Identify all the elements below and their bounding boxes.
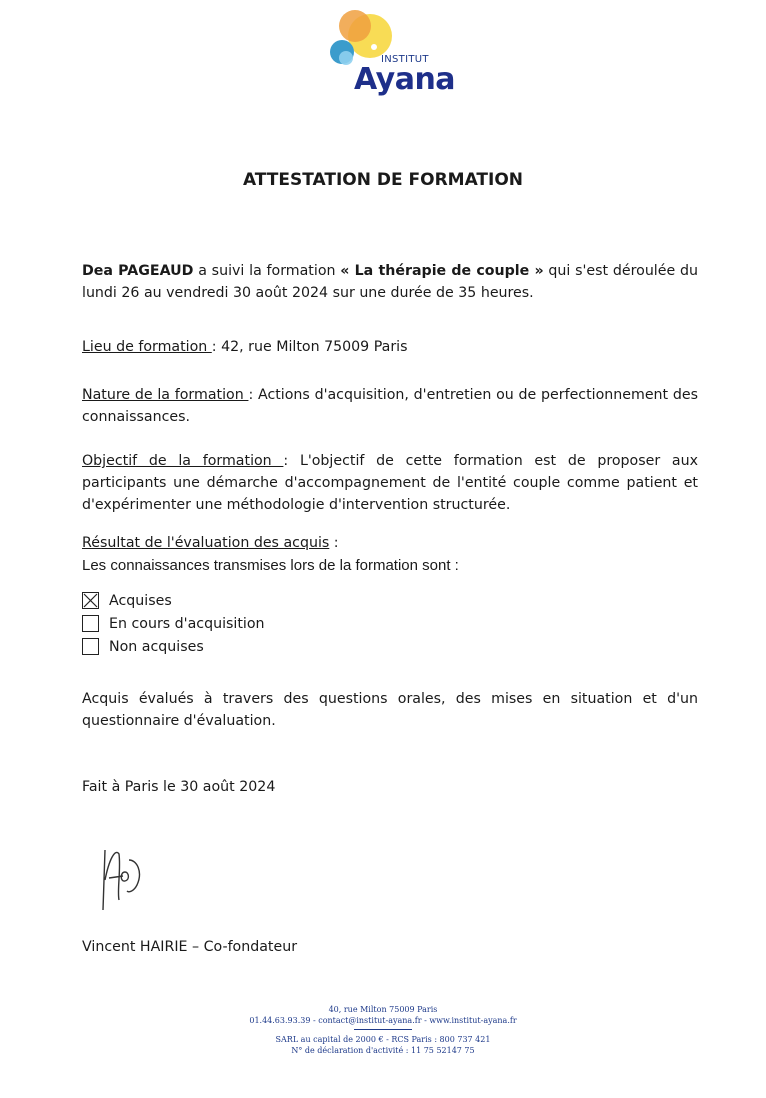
resultat-label: Résultat de l'évaluation des acquis (82, 535, 330, 551)
resultat-heading (82, 532, 698, 554)
objectif-label: Objectif de la formation (82, 453, 284, 469)
course-name: « La thérapie de couple » (340, 263, 544, 279)
footer-divider (354, 1029, 412, 1030)
page-title: ATTESTATION DE FORMATION (242, 170, 524, 190)
signature (95, 840, 165, 915)
option-label: Acquises (109, 592, 172, 609)
option-label: Non acquises (109, 638, 204, 655)
colon: : (329, 535, 339, 551)
footer (0, 1004, 766, 1056)
lieu-value: : 42, rue Milton 75009 Paris (211, 339, 408, 355)
footer-declaration: N° de déclaration d'activité : 11 75 52147 75 (291, 1046, 475, 1055)
lieu-label: Lieu de formation (82, 339, 212, 355)
lieu-paragraph (82, 336, 698, 358)
footer-address: 40, rue Milton 75009 Paris (328, 1005, 438, 1014)
place-date: Fait à Paris le 30 août 2024 (82, 779, 276, 795)
checkbox-unchecked (82, 615, 99, 632)
intro-paragraph (82, 260, 698, 304)
nature-paragraph (82, 384, 698, 428)
intro-text: a suivi la formation (193, 263, 341, 279)
footer-contact: 01.44.63.93.39 - contact@institut-ayana.fr - www.institut-ayana.fr (249, 1016, 517, 1025)
option-label: En cours d'acquisition (109, 615, 265, 632)
evaluation-checkboxes (82, 592, 265, 655)
option-acquises (82, 592, 265, 609)
trainee-name: Dea PAGEAUD (82, 263, 194, 279)
resultat-line: Les connaissances transmises lors de la formation sont : (82, 557, 459, 574)
nature-value: : Actions d'acquisition, d'entretien ou de perfectionnement des connaissances. (82, 387, 698, 425)
footer-legal: SARL au capital de 2000 € - RCS Paris : 800 737 421 (275, 1035, 491, 1044)
checkbox-unchecked (82, 638, 99, 655)
option-non-acquises (82, 638, 265, 655)
objectif-paragraph (82, 450, 698, 516)
objectif-value: : L'objectif de cette formation est de proposer aux participants une démarche d'accompagnement de l'entité couple comme patient et d'expérimenter une méthodologie d'intervention structurée. (82, 453, 698, 513)
option-en-cours (82, 615, 265, 632)
checkbox-checked (82, 592, 99, 609)
signatory: Vincent HAIRIE – Co-fondateur (82, 939, 298, 955)
acquis-paragraph: Acquis évalués à travers des questions orales, des mises en situation et d'un questionnaire d'évaluation. (82, 691, 698, 729)
nature-label: Nature de la formation (82, 387, 249, 403)
institut-ayana-logo: INSTITUT Ayana (322, 10, 462, 100)
intro-text-2: qui s'est déroulée du lundi 26 au vendredi 30 août 2024 sur une durée de 35 heures. (82, 263, 698, 301)
